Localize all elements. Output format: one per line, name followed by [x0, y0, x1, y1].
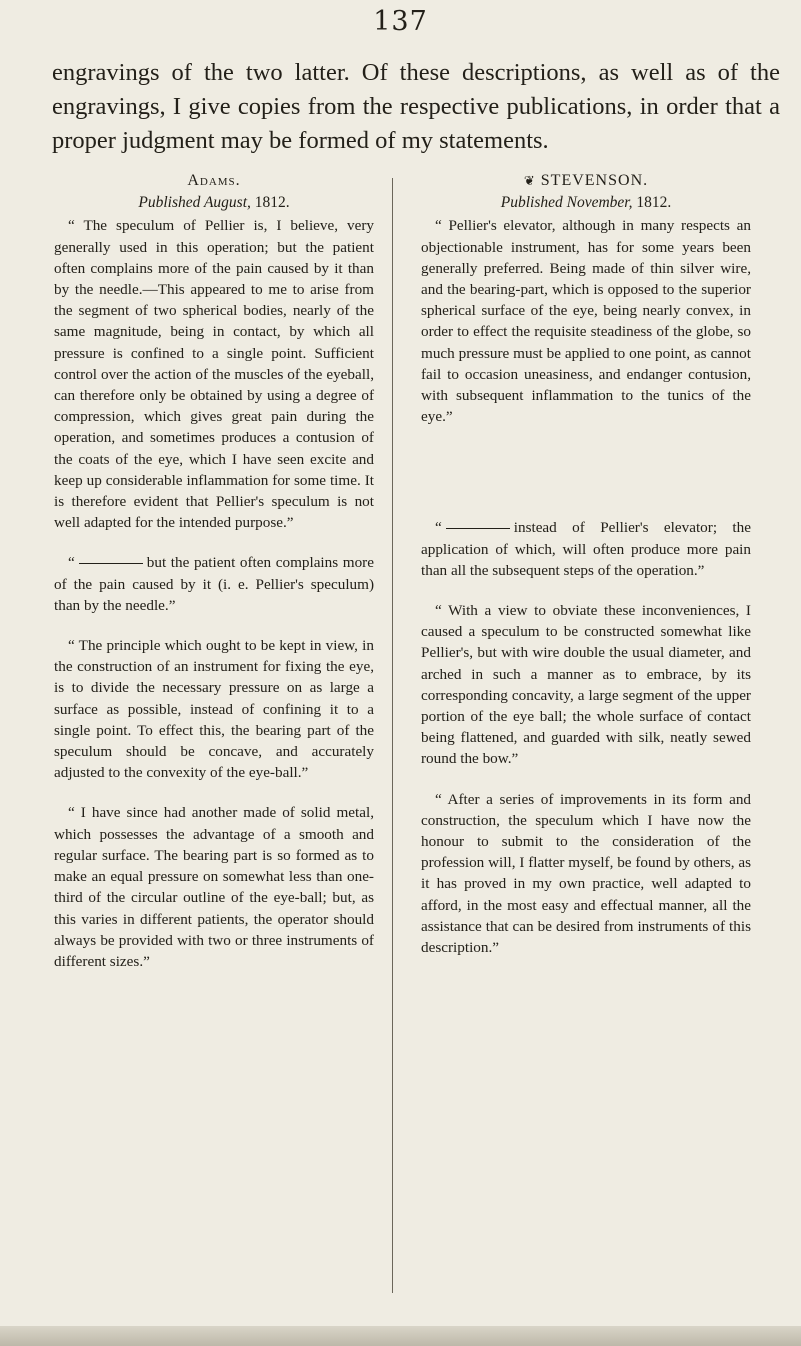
elision-dash: [446, 528, 510, 529]
adams-paragraph-1: “ The speculum of Pellier is, I believe, very generally used in this operation; but the patient often complains more of the pain caused by it than by the needle.—This appeared to me to arise from the segment of two spherical bodies, nearly of the same magnitude, being in contact, by which all pressure is confined to a single point. Sufficient control over the action of the muscles of the eyeball, can therefore only be obtained by using a degree of compression, which gives great pain during the operation, and sometimes produces a contusion of the coats of the eye, which I have seen excite and keep up considerable inflammation for some time. It is therefore evident that Pellier's speculum is not well adapted for the intended purpose.”: [54, 217, 374, 532]
adams-pub-label: Published August,: [138, 194, 251, 212]
intro-paragraph: engravings of the two latter. Of these descriptions, as well as of the engravings, I give copies from the respective publications, in order that a proper judgment may be formed of my statements.: [52, 59, 780, 154]
stevenson-paragraph-4: “ After a series of improvements in its form and construction, the speculum which I have now the honour to submit to the consideration of the profession will, I flatter myself, be found by others, as it has proved in my own practice, well adapted to afford, in the most easy and effectual manner, all the assistance that can be desired from instruments of this description.”: [421, 790, 751, 957]
adams-paragraph-2: [54, 552, 374, 616]
page-number: 137: [373, 6, 428, 37]
stevenson-heading-text: STEVENSON.: [540, 172, 649, 189]
stevenson-heading: [421, 170, 751, 191]
adams-column: [54, 170, 374, 972]
stevenson-column: [421, 170, 751, 958]
stevenson-paragraph-1: “ Pellier's elevator, although in many respects an objectionable instrument, has for some years been generally preferred. Being made of thin silver wire, and the bearing-part, which is opposed to the superior spherical surface of the eye, being nearly convex, in order to effect the requisite steadiness of the globe, so much pressure must be applied to one point, as cannot fail to occasion uneasiness, and endanger contusion, with subsequent inflammation to the tunics of the eye.”: [421, 217, 751, 426]
stevenson-pub-year: 1812.: [636, 194, 672, 212]
elision-dash: [79, 563, 143, 564]
stevenson-p2-quote: “: [435, 519, 442, 537]
stevenson-pub-label: Published November,: [500, 194, 633, 212]
stevenson-p2-text: instead of Pellier's elevator; the application of which, will often produce more pain than all the subsequent steps of the operation.”: [421, 519, 751, 579]
adams-p2-quote: “: [68, 554, 75, 572]
column-divider: [392, 178, 393, 1293]
adams-p2-text: but the patient often complains more of the pain caused by it (i. e. Pellier's speculum) than by the needle.”: [54, 554, 374, 614]
stevenson-paragraph-3: “ With a view to obviate these inconveniences, I caused a speculum to be constructed somewhat like Pellier's, but with wire double the usual diameter, and arched in such a manner as to embrace, by its corresponding concavity, a large segment of the upper portion of the eye ball; the whole surface of contact being flattened, and guarded with silk, neatly sewed round the bow.”: [421, 602, 751, 768]
page-bottom-edge: [0, 1326, 801, 1346]
stevenson-paragraph-2: [421, 517, 751, 581]
adams-paragraph-4: “ I have since had another made of solid metal, which possesses the advantage of a smooth and regular surface. The bearing part is so formed as to make an equal pressure on somewhat less than one-third of the circular outline of the eye-ball; but, as this varies in different patients, the operator should always be provided with two or three instruments of different sizes.”: [54, 804, 374, 970]
adams-heading: Adams.: [187, 172, 241, 189]
stevenson-publication-date: [421, 192, 751, 213]
adams-paragraph-3: “ The principle which ought to be kept in view, in the construction of an instrument for fixing the eye, is to divide the necessary pressure on as large a surface as possible, instead of confining it to a single point. To effect this, the bearing part of the speculum should be concave, and accurately adjusted to the convexity of the eye-ball.”: [54, 637, 374, 782]
adams-publication-date: [54, 192, 374, 213]
flourish-icon: ❦: [523, 173, 536, 188]
adams-pub-year: 1812.: [254, 194, 290, 212]
